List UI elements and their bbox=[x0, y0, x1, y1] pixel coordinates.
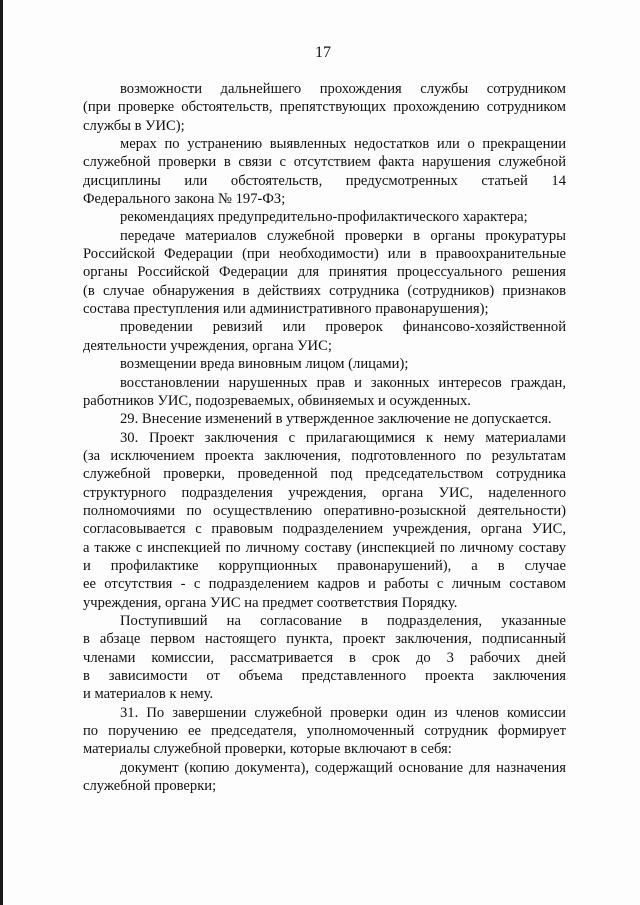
text-line: проведении ревизий или проверок финансово-хозяйственной bbox=[120, 319, 566, 336]
text-line: мерах по устранению выявленных недостатков или о прекращении bbox=[120, 136, 566, 153]
text-line: ее отсутствия - с подразделением кадров и работы с личным составом bbox=[83, 576, 566, 593]
text-line: согласовывается с правовым подразделением учреждения, органа УИС, bbox=[83, 521, 566, 538]
text-line: членами комиссии, рассматривается в срок до 3 рабочих дней bbox=[83, 649, 566, 666]
text-line: материалы служебной проверки, которые включают в себя: bbox=[83, 741, 452, 758]
text-line: возмещении вреда виновным лицом (лицами); bbox=[120, 356, 409, 373]
text-line: передаче материалов служебной проверки в органы прокуратуры bbox=[120, 227, 566, 244]
text-line: структурного подразделения учреждения, органа УИС, наделенного bbox=[83, 484, 566, 501]
text-line: состава преступления или административного правонарушения); bbox=[83, 301, 489, 318]
text-line: по поручению ее председателя, уполномоченный сотрудник формирует bbox=[83, 723, 566, 740]
text-line: служебной проверки; bbox=[83, 778, 217, 795]
text-line: службы в УИС); bbox=[83, 117, 185, 134]
text-line: служебной проверки в связи с отсутствием факта нарушения служебной bbox=[83, 154, 566, 171]
text-line: полномочиями по осуществлению оперативно-розыскной деятельности) bbox=[83, 502, 566, 519]
text-line: дисциплины или обстоятельств, предусмотренных статьей 14 bbox=[83, 172, 566, 189]
text-line: учреждения, органа УИС на предмет соответствия Порядку. bbox=[83, 594, 458, 611]
page-number: 17 bbox=[315, 44, 331, 61]
text-line: 31. По завершении служебной проверки один из членов комиссии bbox=[120, 704, 566, 721]
text-line: служебной проверки, проведенной под председательством сотрудника bbox=[83, 466, 566, 483]
text-line: (за исключением проекта заключения, подготовленного по результатам bbox=[83, 447, 566, 464]
text-line: восстановлении нарушенных прав и законных интересов граждан, bbox=[120, 374, 566, 391]
text-line: 29. Внесение изменений в утвержденное заключение не допускается. bbox=[120, 411, 552, 428]
text-line: (в случае обнаружения в действиях сотрудника (сотрудников) признаков bbox=[83, 282, 566, 299]
text-line: 30. Проект заключения с прилагающимися к нему материалами bbox=[120, 429, 566, 446]
text-line: и профилактике коррупционных правонарушений), а в случае bbox=[83, 557, 566, 574]
text-line: рекомендациях предупредительно-профилактического характера; bbox=[120, 209, 528, 226]
text-line: Российской Федерации (при необходимости) или в правоохранительные bbox=[83, 246, 566, 263]
text-line: а также с инспекцией по личному составу (инспекцией по личному составу bbox=[83, 539, 566, 556]
text-line: документ (копию документа), содержащий основание для назначения bbox=[120, 759, 566, 776]
text-line: в зависимости от объема представленного проекта заключения bbox=[83, 668, 566, 684]
text-line: работников УИС, подозреваемых, обвиняемых и осужденных. bbox=[83, 392, 471, 409]
text-line: органы Российской Федерации для принятия процессуального решения bbox=[83, 264, 566, 281]
text-line: (при проверке обстоятельств, препятствующих прохождению сотрудником bbox=[83, 99, 566, 116]
text-line: и материалов к нему. bbox=[83, 686, 214, 703]
text-line: в абзаце первом настоящего пункта, проект заключения, подписанный bbox=[83, 631, 566, 648]
text-line: Поступивший на согласование в подразделения, указанные bbox=[120, 612, 566, 629]
text-line: деятельности учреждения, органа УИС; bbox=[83, 337, 332, 354]
text-line: возможности дальнейшего прохождения службы сотрудником bbox=[120, 81, 566, 97]
text-line: Федерального закона № 197-ФЗ; bbox=[83, 191, 286, 208]
body-text bbox=[83, 80, 566, 795]
